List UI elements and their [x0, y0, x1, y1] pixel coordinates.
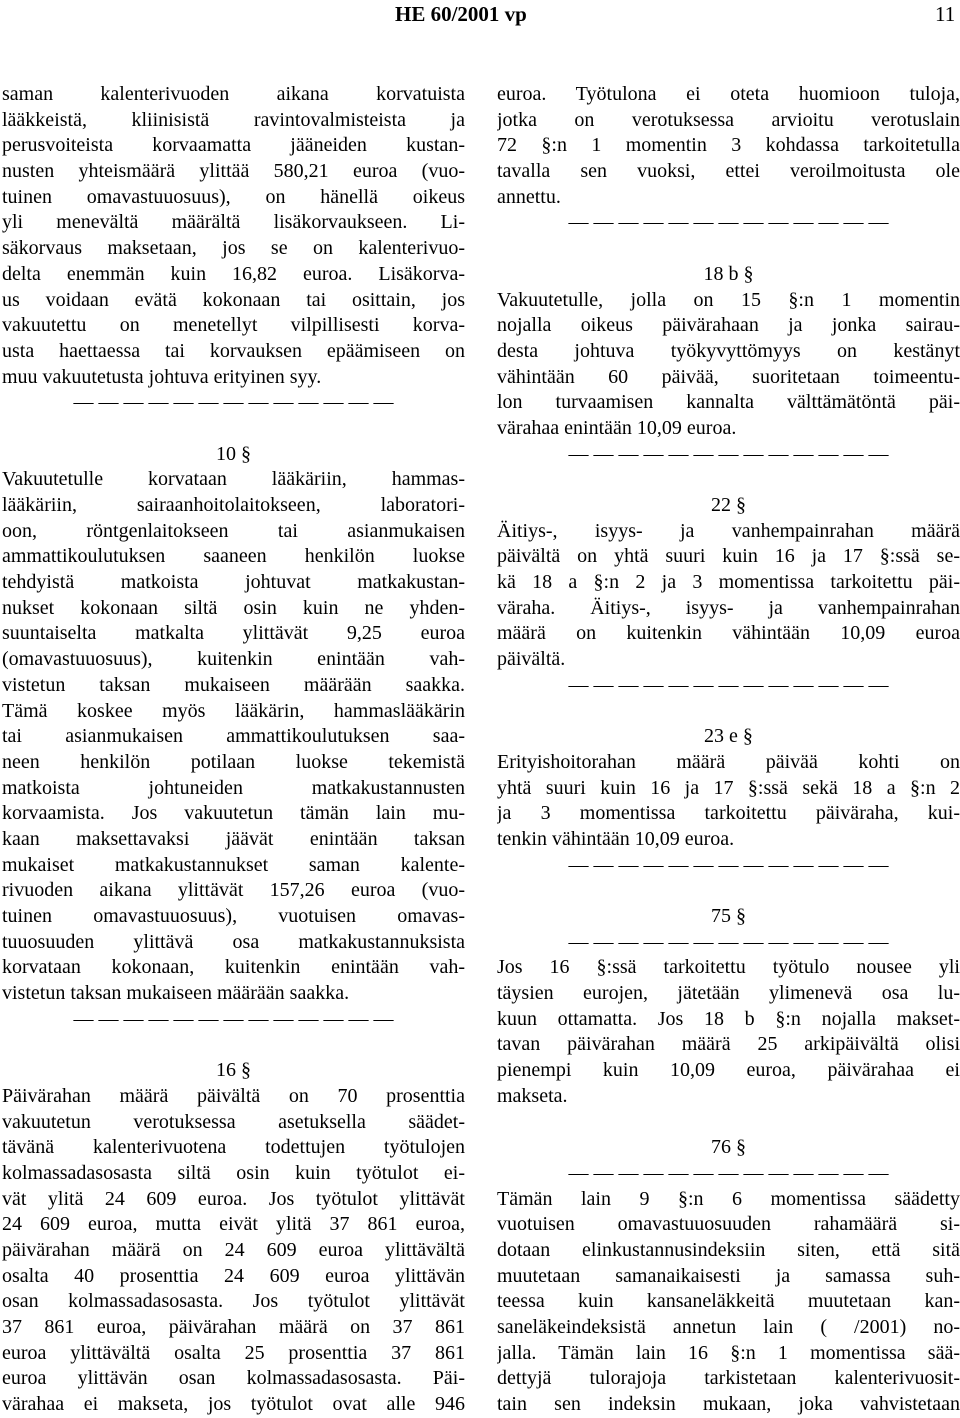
text-line: saman kalenterivuoden aikana korvatuista: [2, 83, 465, 105]
omission-separator: — — — — — — — — — — — — —: [568, 853, 889, 876]
text-line: rivuoden aikana ylittävät 157,26 euroa (vuo-: [2, 879, 465, 902]
text-line: yhtä suuri kuin 16 ja 17 §:ssä sekä 18 a §:n 2: [497, 776, 960, 799]
text-line: vakuutettu on menetellyt vilpillisesti korva-: [2, 314, 465, 337]
text-line: osalta 40 prosenttia 24 609 euroa ylittävän: [2, 1264, 465, 1287]
text-line: muutetaan samanaikaisesti ja samassa suh-: [497, 1264, 960, 1287]
text-line: 24 609 euroa, mutta eivät ylitä 37 861 euroa,: [2, 1213, 465, 1236]
text-line: nukset kokonaan siltä osin kuin ne yhden-: [2, 596, 465, 619]
text-line: muu vakuutetusta johtuva erityinen syy.: [2, 365, 322, 388]
text-line: delta enemmän kuin 16,82 euroa. Lisäkorva-: [2, 262, 465, 285]
text-line: 72 §:n 1 momentin 3 kohdassa tarkoitetulla: [497, 134, 960, 157]
text-line: euroa ylittävän osan kolmassadasosasta. Päi-: [2, 1367, 465, 1390]
omission-separator: — — — — — — — — — — — — —: [568, 211, 889, 234]
text-line: vähintään 60 päivää, suoritetaan toimeentu-: [497, 365, 960, 388]
text-line: Jos 16 §:ssä tarkoitettu työtulo nousee yli: [497, 956, 960, 979]
text-line: määrä on kuitenkin vähintään 10,09 euroa: [497, 622, 960, 645]
paragraph-continued: [2, 82, 465, 390]
text-line: kolmassadasosasta siltä osin kuin työtulot ei-: [2, 1161, 465, 1184]
text-line: lääkäriin, sairaanhoitolaitokseen, laboratori-: [2, 494, 465, 516]
text-line: ammattikoulutuksen saaneen henkilön luokse: [2, 545, 465, 568]
page-number: 11: [935, 2, 956, 26]
text-line: tehdyistä matkoista johtuvat matkakustan-: [2, 571, 465, 594]
section-22-text: [497, 519, 960, 673]
text-line: nusten yhteismäärä ylittää 580,21 euroa (vuo-: [2, 160, 465, 183]
text-line: vistetun taksan mukaiseen määrään saakka.: [2, 982, 350, 1005]
omission-separator: — — — — — — — — — — — — —: [568, 442, 889, 465]
section-75-text: [497, 955, 960, 1109]
section-heading: 10 §: [216, 442, 251, 465]
section-heading: 16 §: [216, 1059, 251, 1082]
text-line: jotka on verotuksessa arvioitu verotuslain: [497, 108, 960, 131]
text-line: värahaa ei makseta, jos työtulot ovat alle 946: [2, 1393, 465, 1416]
text-line: tuinen omavastuuosuus), vuotuisen omavas-: [2, 905, 465, 927]
text-line: vistetun taksan mukaiseen määrään saakka.: [2, 673, 465, 696]
text-line: dotaan elinkustannusindeksiin siten, että sitä: [497, 1238, 960, 1261]
omission-separator: — — — — — — — — — — — — —: [568, 930, 889, 953]
omission-separator: — — — — — — — — — — — — —: [73, 391, 394, 414]
text-line: annettu.: [497, 185, 561, 208]
text-line: kä 18 a §:n 2 ja 3 momentissa tarkoitettu päi-: [497, 571, 960, 594]
text-line: vät ylitä 24 609 euroa. Jos työtulot ylittävät: [2, 1187, 465, 1210]
text-line: päivältä.: [497, 648, 566, 671]
text-line: nojalla oikeus päivärahaan ja jonka sairau-: [497, 314, 960, 337]
text-line: tuinen omavastuuosuus), on hänellä oikeus: [2, 185, 465, 208]
text-line: 37 861 euroa, päivärahan määrä on 37 861: [2, 1316, 465, 1338]
text-line: yli menevältä määrältä lisäkorvaukseen. Li-: [2, 211, 465, 234]
text-line: makseta.: [497, 1084, 568, 1107]
section-heading: 75 §: [711, 905, 746, 927]
text-line: suuntaiselta matkalta ylittävät 9,25 euroa: [2, 622, 465, 645]
text-line: Päivärahan määrä päivältä on 70 prosenttia: [2, 1084, 465, 1107]
text-line: tai asianmukaisen ammattikoulutuksen saa-: [2, 725, 465, 748]
text-line: tain sen indeksin mukaan, joka vahvistetaan: [497, 1393, 960, 1416]
section-heading: 22 §: [711, 494, 746, 516]
section-10-text: [2, 467, 465, 1006]
text-line: lon turvaamisen kannalta välttämätöntä päi-: [497, 391, 960, 414]
text-line: tavalla sen vuoksi, ettei veroilmoitusta ole: [497, 160, 960, 183]
text-line: kaan maksettavaksi jäävät enintään taksan: [2, 827, 465, 850]
omission-separator: — — — — — — — — — — — — —: [568, 673, 889, 696]
text-line: säkorvaus maksetaan, jos se on kalenterivuo-: [2, 237, 465, 260]
text-line: oon, röntgenlaitokseen tai asianmukaisen: [2, 519, 465, 542]
text-line: korvaamista. Jos vakuutetun tämän lain mu-: [2, 802, 465, 825]
right-column: [497, 82, 960, 1418]
text-line: Vakuutetulle korvataan lääkäriin, hammas-: [2, 468, 465, 491]
text-line: vuotuisen omavastuuosuuden rahamäärä si-: [497, 1213, 960, 1236]
text-line: tuuosuuden ylittävä osa matkakustannuksista: [2, 930, 465, 953]
text-line: tenkin vähintään 10,09 euroa.: [497, 827, 735, 850]
text-line: euroa. Työtulona ei oteta huomioon tuloja,: [497, 83, 960, 105]
text-line: desta johtuva työkyvyttömyys on kestänyt: [497, 339, 960, 362]
text-line: Äitiys-, isyys- ja vanhempainrahan määrä: [497, 519, 960, 542]
text-line: matkoista johtuneiden matkakustannusten: [2, 776, 465, 799]
text-line: päivältä on yhtä suuri kuin 16 ja 17 §:ssä se-: [497, 545, 960, 568]
text-line: väraha. Äitiys-, isyys- ja vanhempainrahan: [497, 596, 960, 619]
text-line: perusvoiteista korvaamatta jääneiden kustan-: [2, 134, 465, 157]
text-line: tavan päivärahan määrä 25 arkipäivältä olisi: [497, 1033, 960, 1056]
section-heading: 76 §: [711, 1136, 746, 1159]
text-line: osan kolmassadasosasta. Jos työtulot ylittävät: [2, 1290, 465, 1313]
text-line: Vakuutetulle, jolla on 15 §:n 1 momentin: [497, 288, 960, 311]
text-line: teessa kuin kansaneläkkeitä muutetaan kan-: [497, 1290, 960, 1313]
section-heading: 23 e §: [704, 725, 753, 748]
text-line: Erityishoitorahan määrä päivää kohti on: [497, 750, 960, 773]
text-line: päivärahan määrä on 24 609 euroa ylittävältä: [2, 1238, 465, 1261]
text-line: ja 3 momentissa tarkoitettu päiväraha, kui-: [497, 802, 960, 825]
section-16-text: [2, 1084, 465, 1418]
text-line: täysien eurojen, jätetään ylimenevä osa lu-: [497, 982, 960, 1005]
text-line: us voidaan evätä kokonaan tai osittain, jos: [2, 288, 465, 311]
section-23e-text: [497, 750, 960, 853]
text-line: dettyjä tulorajoja tarkistetaan kalenterivuosit-: [497, 1367, 960, 1390]
text-line: mukaiset matkakustannukset saman kalente-: [2, 853, 465, 876]
text-line: usta haettaessa tai korvauksen epäämiseen on: [2, 339, 465, 362]
text-line: lääkkeistä, kliinisistä ravintovalmisteista ja: [2, 108, 465, 131]
text-line: pienempi kuin 10,09 euroa, päivärahaa ei: [497, 1059, 960, 1082]
text-line: neen henkilön potilaan luokse tekemistä: [2, 750, 465, 773]
omission-separator: — — — — — — — — — — — — —: [568, 1161, 889, 1184]
omission-separator: — — — — — — — — — — — — —: [73, 1007, 394, 1030]
text-line: tävänä kalenterivuotena todettujen työtulojen: [2, 1136, 465, 1159]
text-line: korvataan kokonaan, kuitenkin enintään vah-: [2, 956, 465, 979]
document-id: HE 60/2001 vp: [395, 2, 527, 26]
text-line: Tämän lain 9 §:n 6 momentissa säädetty: [497, 1187, 960, 1210]
text-line: värahaa enintään 10,09 euroa.: [497, 416, 737, 439]
text-line: kuun ottamatta. Jos 18 b §:n nojalla makset-: [497, 1007, 960, 1030]
text-line: vakuutetun verotuksessa asetuksella säädet-: [2, 1110, 465, 1133]
text-line: (omavastuuosuus), kuitenkin enintään vah-: [2, 648, 465, 671]
section-76-text: [497, 1187, 960, 1418]
text-line: euroa ylittävältä osalta 25 prosenttia 37 861: [2, 1341, 465, 1364]
text-line: Tämä koskee myös lääkärin, hammaslääkärin: [2, 699, 465, 722]
section-heading: 18 b §: [703, 262, 754, 285]
section-18b-text: [497, 288, 960, 442]
left-column: [2, 82, 465, 1418]
paragraph-continued: [497, 82, 960, 210]
text-line: saneläkeindeksistä annetun lain ( /2001) no-: [497, 1316, 960, 1338]
text-line: jalla. Tämän lain 16 §:n 1 momentissa sää-: [497, 1341, 960, 1364]
page-header: [0, 2, 960, 32]
